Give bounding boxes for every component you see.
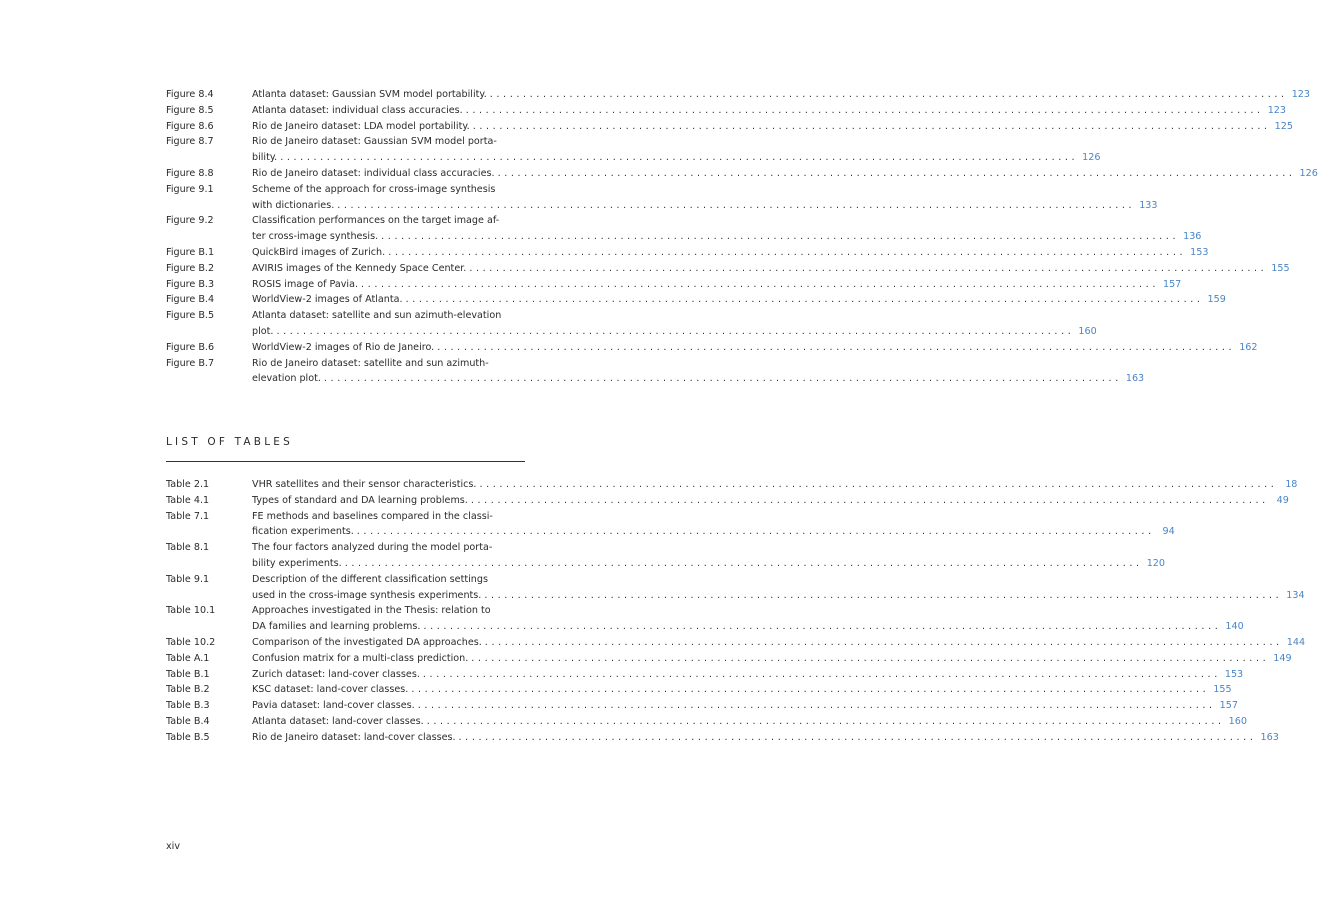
dot-leader: ........................................................................................................................ [465,104,1264,116]
figure-entry[interactable] [166,182,1158,214]
figure-caption-line: Scheme of the approach for cross-image synthesis [252,183,496,195]
figure-entry[interactable] [166,87,1311,103]
table-caption-line: DA families and learning problems. [252,621,421,633]
table-entry[interactable] [166,572,1305,604]
dot-leader: ........................................................................................................................ [472,120,1271,132]
table-entry[interactable] [166,667,1244,683]
figure-caption-line: plot. [252,325,274,337]
table-caption-line: Confusion matrix for a multi-class prediction. [252,652,469,664]
page-number-link[interactable]: 160 [1078,325,1097,337]
figure-label: Figure 8.4 [166,89,214,100]
dot-leader: ........................................................................................................................ [411,684,1210,696]
figure-entry[interactable] [166,134,1101,166]
table-entry[interactable] [166,651,1292,667]
page-number-link[interactable]: 136 [1183,231,1202,243]
dot-leader: ........................................................................................................................ [337,199,1136,211]
page-number-link[interactable]: 163 [1125,373,1145,385]
table-caption-line: bility experiments. [252,557,342,569]
dot-leader: ........................................................................................................................ [497,167,1296,179]
figure-caption-line: Rio de Janeiro dataset: individual class accuracies. [252,167,495,179]
figure-caption-line: ROSIS image of Pavia. [252,278,359,290]
table-caption-line: Approaches investigated in the Thesis: relation to [252,605,491,617]
figure-entry[interactable] [166,213,1202,245]
table-caption-line: The four factors analyzed during the model porta- [252,542,493,554]
figure-entry[interactable] [166,356,1145,388]
figure-caption-line: Rio de Janeiro dataset: Gaussian SVM model porta- [252,136,497,148]
figure-caption-line: Atlanta dataset: satellite and sun azimuth-elevation [252,310,502,322]
page-number-link[interactable]: 157 [1162,278,1182,290]
figure-caption [252,277,1182,293]
table-caption-line: KSC dataset: land-cover classes. [252,684,409,696]
page-number-link[interactable]: 49 [1276,494,1289,506]
dot-leader: ........................................................................................................................ [489,89,1288,100]
table-label: Table B.3 [166,700,210,712]
table-entry[interactable] [166,635,1306,651]
dot-leader: ........................................................................................................................ [426,715,1225,727]
page-number-link[interactable]: 149 [1273,652,1292,664]
table-entry[interactable] [166,540,1165,572]
page-number-link[interactable]: 125 [1274,120,1293,132]
figure-label: Figure B.3 [166,278,215,290]
table-caption-line: Comparison of the investigated DA approaches. [252,636,482,648]
dot-leader: ........................................................................................................................ [469,262,1268,274]
page-number-link[interactable]: 157 [1219,700,1238,712]
page-number-link[interactable]: 134 [1286,589,1305,601]
list-of-tables-heading: LIST OF TABLES [166,436,293,448]
table-caption-line: Atlanta dataset: land-cover classes. [252,715,424,727]
table-caption [252,477,1298,493]
dot-leader: ........................................................................................................................ [381,231,1180,243]
figure-caption-line: Rio de Janeiro dataset: LDA model portability. [252,120,470,132]
figure-caption-line: Atlanta dataset: individual class accuracies. [252,104,463,116]
figure-caption [252,134,1101,166]
table-label: Table B.2 [166,684,210,696]
dot-leader: ........................................................................................................................ [479,479,1278,490]
table-caption-line: used in the cross-image synthesis experiments. [252,589,482,601]
page-number-link[interactable]: 120 [1146,557,1165,569]
figure-entry[interactable] [166,103,1286,119]
figure-caption [252,340,1258,356]
table-entry[interactable] [166,509,1175,541]
dot-leader: ........................................................................................................................ [423,621,1222,633]
dot-leader: ........................................................................................................................ [484,636,1283,648]
figure-label: Figure B.2 [166,262,215,274]
figure-caption [252,245,1209,261]
figure-caption-line: ter cross-image synthesis. [252,231,379,243]
figure-caption-line: Classification performances on the target image af- [252,215,500,227]
list-of-tables [166,477,1306,746]
table-caption [252,698,1238,714]
page-number-link[interactable]: 155 [1271,262,1290,274]
figure-entry[interactable] [166,292,1226,308]
table-entry[interactable] [166,493,1289,509]
figure-caption-line: Atlanta dataset: Gaussian SVM model portability. [252,89,487,100]
table-caption [252,572,1305,604]
figure-caption [252,308,1097,340]
page-number-link[interactable]: 163 [1260,731,1279,743]
figure-label: Figure B.7 [166,357,215,369]
page-number-link[interactable]: 162 [1239,341,1258,353]
figure-caption-line: QuickBird images of Zurich. [252,246,386,258]
table-entry[interactable] [166,603,1244,635]
page-number-link[interactable]: 155 [1213,684,1232,696]
table-caption [252,682,1232,698]
figure-caption-line: with dictionaries. [252,199,335,211]
table-label: Table 4.1 [166,494,210,506]
figure-caption [252,292,1226,308]
dot-leader: ........................................................................................................................ [471,652,1270,664]
table-label: Table B.5 [166,731,210,743]
page-number-link[interactable]: 123 [1267,104,1286,116]
table-label: Table B.4 [166,715,210,727]
figure-caption-line: WorldView-2 images of Atlanta. [252,294,403,306]
table-entry[interactable] [166,477,1298,493]
dot-leader: ........................................................................................................................ [405,294,1204,306]
table-caption [252,667,1244,683]
figure-label: Figure B.6 [166,341,215,353]
figure-entry[interactable] [166,277,1182,293]
figure-entry[interactable] [166,261,1290,277]
page-number-link[interactable]: 153 [1224,668,1244,680]
figure-caption [252,213,1202,245]
table-caption-line: Zurich dataset: land-cover classes. [252,668,420,680]
table-caption-line: Types of standard and DA learning problems. [252,494,468,506]
figure-caption [252,182,1158,214]
table-caption-line: fication experiments. [252,526,354,538]
page-number-link[interactable]: 18 [1285,479,1298,490]
figure-label: Figure 8.8 [166,167,214,179]
heading-rule [166,461,525,462]
dot-leader: ........................................................................................................................ [470,494,1269,506]
page-number-link[interactable]: 94 [1162,526,1175,538]
table-caption [252,730,1279,746]
table-caption-line: Pavia dataset: land-cover classes. [252,700,415,712]
page-folio: xiv [166,841,181,852]
table-entry[interactable] [166,698,1238,714]
figure-caption-line: Rio de Janeiro dataset: satellite and sun azimuth- [252,357,489,369]
figure-entry[interactable] [166,166,1318,182]
figure-caption [252,87,1311,103]
page-number-link[interactable]: 133 [1139,199,1158,211]
figure-caption [252,356,1145,388]
figure-entry[interactable] [166,308,1097,340]
dot-leader: ........................................................................................................................ [323,373,1122,385]
page-number-link[interactable]: 153 [1190,246,1209,258]
page-number-link[interactable]: 160 [1228,715,1247,727]
page-number-link[interactable]: 140 [1225,621,1244,633]
page-number-link[interactable]: 144 [1286,636,1306,648]
dot-leader: ........................................................................................................................ [356,526,1155,538]
figure-caption-line: bility. [252,152,278,164]
figure-label: Figure 9.1 [166,183,214,195]
table-entry[interactable] [166,730,1279,746]
dot-leader: ........................................................................................................................ [361,278,1159,290]
figure-entry[interactable] [166,119,1293,135]
dot-leader: ........................................................................................................................ [437,341,1236,353]
page-number-link[interactable]: 159 [1207,294,1226,306]
page-number-link[interactable]: 126 [1082,152,1101,164]
table-label: Table 10.2 [166,636,216,648]
figure-entry[interactable] [166,245,1209,261]
table-caption [252,540,1165,572]
dot-leader: ........................................................................................................................ [388,246,1187,258]
figure-caption [252,261,1290,277]
table-label: Table 10.1 [166,605,216,617]
table-caption [252,635,1306,651]
list-of-figures [166,87,1318,387]
dot-leader: ........................................................................................................................ [417,700,1216,712]
figure-label: Figure B.1 [166,246,215,258]
figure-caption [252,166,1318,182]
table-label: Table 7.1 [166,510,210,522]
table-caption-line: VHR satellites and their sensor characteristics. [252,479,477,490]
dot-leader: ........................................................................................................................ [484,589,1283,601]
figure-label: Figure B.4 [166,294,215,306]
figure-label: Figure 9.2 [166,215,214,227]
table-caption [252,603,1244,635]
table-label: Table A.1 [166,652,210,664]
table-caption-line: FE methods and baselines compared in the classi- [252,510,493,522]
figure-label: Figure B.5 [166,310,215,322]
figure-label: Figure 8.6 [166,120,214,132]
table-entry[interactable] [166,714,1247,730]
table-entry[interactable] [166,682,1232,698]
dot-leader: ........................................................................................................................ [276,325,1075,337]
table-caption [252,714,1247,730]
table-caption-line: Description of the different classification settings [252,573,488,585]
table-label: Table 8.1 [166,542,210,554]
dot-leader: ........................................................................................................................ [458,731,1257,743]
page-number-link[interactable]: 126 [1299,167,1318,179]
table-label: Table 9.1 [166,573,210,585]
table-caption [252,493,1289,509]
figure-entry[interactable] [166,340,1258,356]
figure-label: Figure 8.5 [166,104,214,116]
page-number-link[interactable]: 123 [1291,89,1311,100]
figure-caption-line: WorldView-2 images of Rio de Janeiro. [252,341,435,353]
table-label: Table B.1 [166,668,210,680]
figure-caption-line: AVIRIS images of the Kennedy Space Center. [252,262,467,274]
figure-caption [252,103,1286,119]
table-caption-line: Rio de Janeiro dataset: land-cover classes. [252,731,456,743]
figure-label: Figure 8.7 [166,136,214,148]
table-caption [252,509,1175,541]
dot-leader: ........................................................................................................................ [422,668,1221,680]
dot-leader: ........................................................................................................................ [344,557,1143,569]
figure-caption-line: elevation plot. [252,373,321,385]
dot-leader: ........................................................................................................................ [280,152,1079,164]
table-caption [252,651,1292,667]
figure-caption [252,119,1293,135]
table-label: Table 2.1 [166,479,210,490]
